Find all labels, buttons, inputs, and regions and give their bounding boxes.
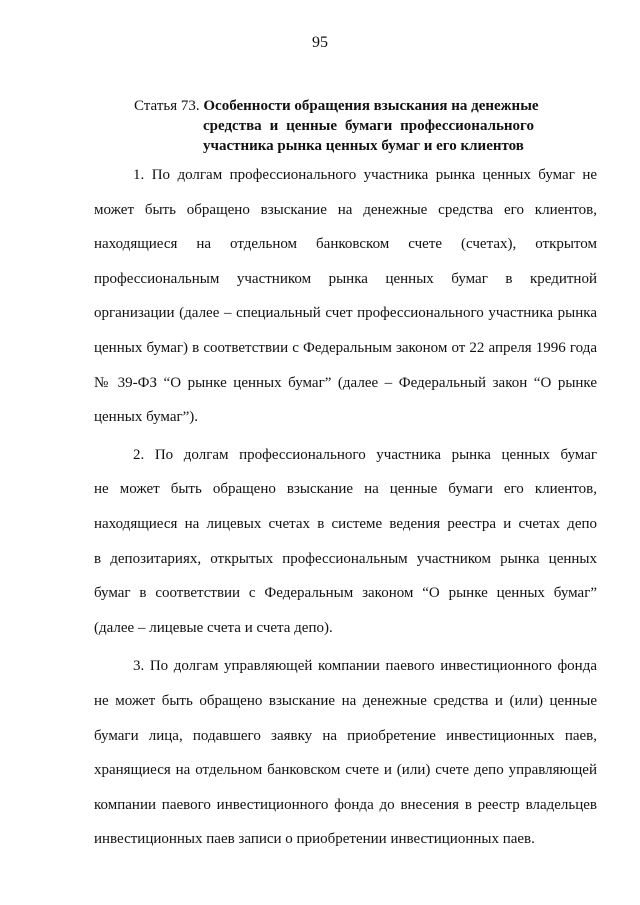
paragraph-3-line-4: хранящиеся на отдельном банковском счете и (или) счете депо управляющей — [94, 762, 597, 779]
paragraph-3-line-6: инвестиционных паев записи о приобретении инвестиционных паев. — [94, 831, 535, 848]
paragraph-2-line-1: 2. По долгам профессионального участника рынка ценных бумаг — [133, 446, 597, 463]
paragraph-2-line-4: в депозитариях, открытых профессиональным участником рынка ценных — [94, 550, 597, 567]
paragraph-1-line-2: может быть обращено взыскание на денежные средства его клиентов, — [94, 201, 597, 218]
paragraph-2-line-6: (далее – лицевые счета и счета депо). — [94, 619, 333, 636]
paragraph-2 — [94, 438, 597, 646]
article-heading-row-1 — [134, 96, 539, 116]
paragraph-1-line-5: организации (далее – специальный счет профессионального участника рынка — [94, 305, 597, 322]
paragraph-1 — [94, 158, 597, 435]
paragraph-1-line-1: 1. По долгам профессионального участника рынка ценных бумаг не — [133, 167, 597, 183]
paragraph-1-line-8: ценных бумаг”). — [94, 409, 199, 426]
article-heading — [134, 96, 539, 156]
paragraph-3 — [94, 649, 597, 857]
paragraph-3-line-2: не может быть обращено взыскание на денежные средства и (или) ценные — [94, 692, 597, 709]
article-heading-row-2 — [134, 116, 534, 136]
paragraph-3-line-5: компании паевого инвестиционного фонда до внесения в реестр владельцев — [94, 796, 597, 813]
paragraph-1-line-4: профессиональным участником рынка ценных бумаг в кредитной — [94, 270, 597, 287]
paragraph-2-line-3: находящиеся на лицевых счетах в системе ведения реестра и счетах депо — [94, 515, 597, 532]
paragraph-3-line-3: бумаги лица, подавшего заявку на приобретение инвестиционных паев, — [94, 727, 597, 744]
paragraph-2-line-5: бумаг в соответствии с Федеральным законом “О рынке ценных бумаг” — [94, 585, 597, 602]
article-title-line-3: участника рынка ценных бумаг и его клиентов — [203, 138, 524, 154]
article-heading-row-3 — [134, 136, 534, 156]
article-title-line-1: Особенности обращения взыскания на денежные — [203, 98, 539, 114]
paragraph-1-line-3: находящиеся на отдельном банковском счете (счетах), открытом — [94, 236, 597, 253]
article-body — [94, 158, 597, 857]
article-title-line-2: средства и ценные бумаги профессионального — [203, 118, 534, 134]
paragraph-2-line-2: не может быть обращено взыскание на ценные бумаги его клиентов, — [94, 481, 597, 498]
paragraph-1-line-7: № 39-ФЗ “О рынке ценных бумаг” (далее – Федеральный закон “О рынке — [94, 374, 597, 391]
article-label: Статья 73. — [134, 98, 200, 114]
paragraph-3-line-1: 3. По долгам управляющей компании паевого инвестиционного фонда — [133, 658, 597, 675]
page-number: 95 — [312, 34, 328, 51]
paragraph-1-line-6: ценных бумаг) в соответствии с Федеральным законом от 22 апреля 1996 года — [94, 339, 597, 356]
